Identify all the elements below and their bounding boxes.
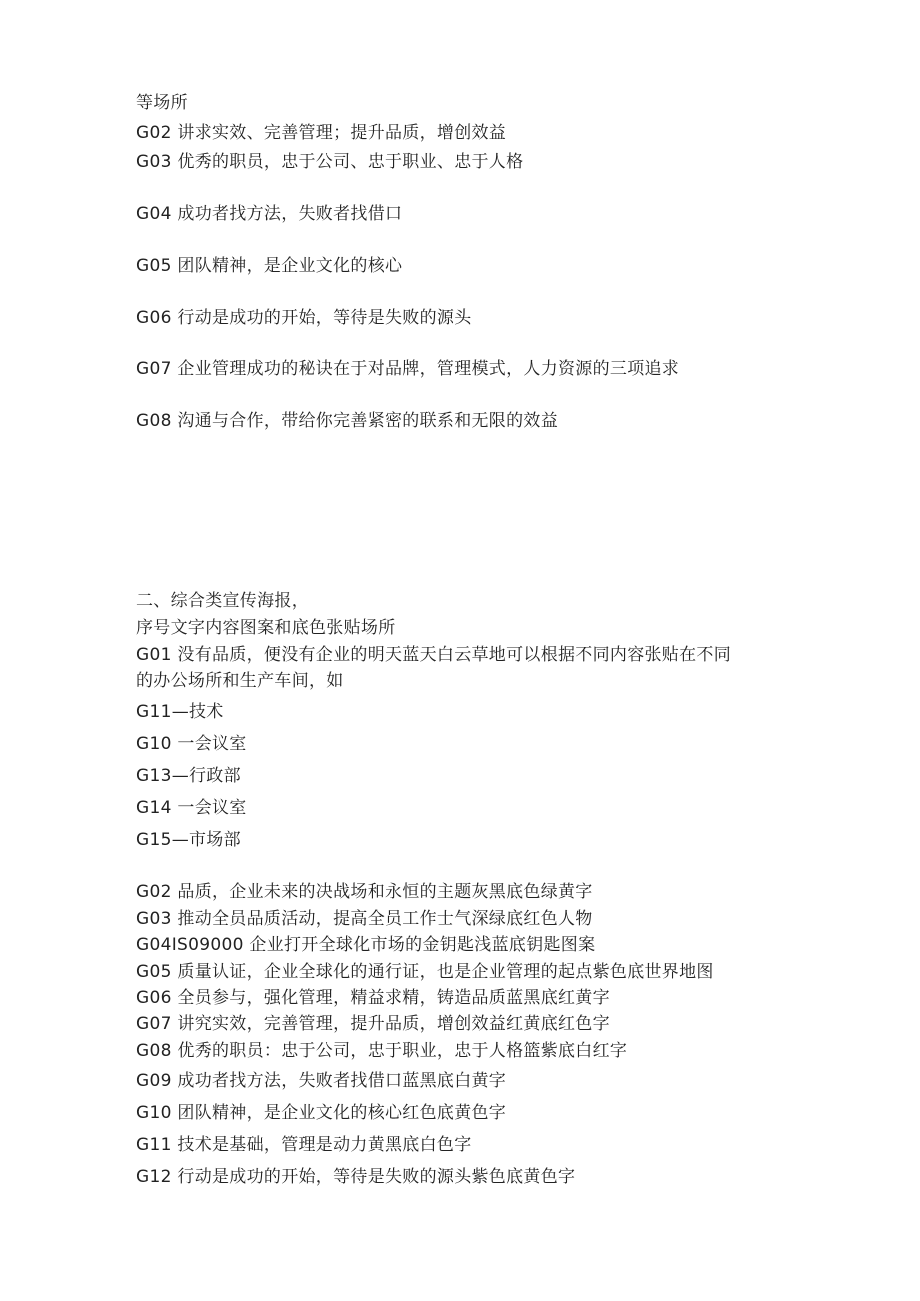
poster-item: G09 成功者找方法，失败者找借口蓝黑底白黄字 (136, 1071, 507, 1091)
slogan-g05: G05 团队精神，是企业文化的核心 (136, 256, 403, 276)
poster-item: G12 行动是成功的开始，等待是失败的源头紫色底黄色字 (136, 1167, 576, 1187)
location-item: G15—市场部 (136, 830, 241, 850)
location-item: G13—行政部 (136, 766, 241, 786)
poster-item: G03 推动全员品质活动，提高全员工作士气深绿底红色人物 (136, 909, 593, 929)
column-header: 序号文字内容图案和底色张贴场所 (136, 618, 396, 638)
poster-item: G07 讲究实效，完善管理，提升品质，增创效益红黄底红色字 (136, 1014, 610, 1034)
slogan-g02: G02 讲求实效、完善管理；提升品质，增创效益 (136, 123, 507, 143)
poster-item: G08 优秀的职员：忠于公司，忠于职业，忠于人格篮紫底白红字 (136, 1041, 628, 1061)
slogan-g03: G03 优秀的职员，忠于公司、忠于职业、忠于人格 (136, 152, 524, 172)
slogan-g08: G08 沟通与合作，带给你完善紧密的联系和无限的效益 (136, 411, 559, 431)
poster-item: G05 质量认证，企业全球化的通行证，也是企业管理的起点紫色底世界地图 (136, 962, 714, 982)
location-item: G14 一会议室 (136, 798, 247, 818)
slogan-g06: G06 行动是成功的开始，等待是失败的源头 (136, 308, 472, 328)
poster-item: G04IS09000 企业打开全球化市场的金钥匙浅蓝底钥匙图案 (136, 935, 596, 955)
section-heading: 二、综合类宣传海报， (136, 591, 309, 611)
slogan-g07: G07 企业管理成功的秘诀在于对品牌，管理模式，人力资源的三项追求 (136, 359, 680, 379)
poster-item: G10 团队精神，是企业文化的核心红色底黄色字 (136, 1103, 507, 1123)
slogan-g04: G04 成功者找方法，失败者找借口 (136, 204, 403, 224)
poster-g01-line2: 的办公场所和生产车间，如 (136, 671, 344, 691)
poster-item: G06 全员参与，强化管理，精益求精，铸造品质蓝黑底红黄字 (136, 988, 610, 1008)
poster-item: G11 技术是基础，管理是动力黄黑底白色字 (136, 1135, 472, 1155)
poster-g01-line1: G01 没有品质，便没有企业的明天蓝天白云草地可以根据不同内容张贴在不同 (136, 645, 732, 665)
location-item: G11—技术 (136, 702, 224, 722)
poster-item: G02 品质，企业未来的决战场和永恒的主题灰黑底色绿黄字 (136, 882, 593, 902)
text-line-continuation: 等场所 (136, 93, 188, 113)
location-item: G10 一会议室 (136, 734, 247, 754)
